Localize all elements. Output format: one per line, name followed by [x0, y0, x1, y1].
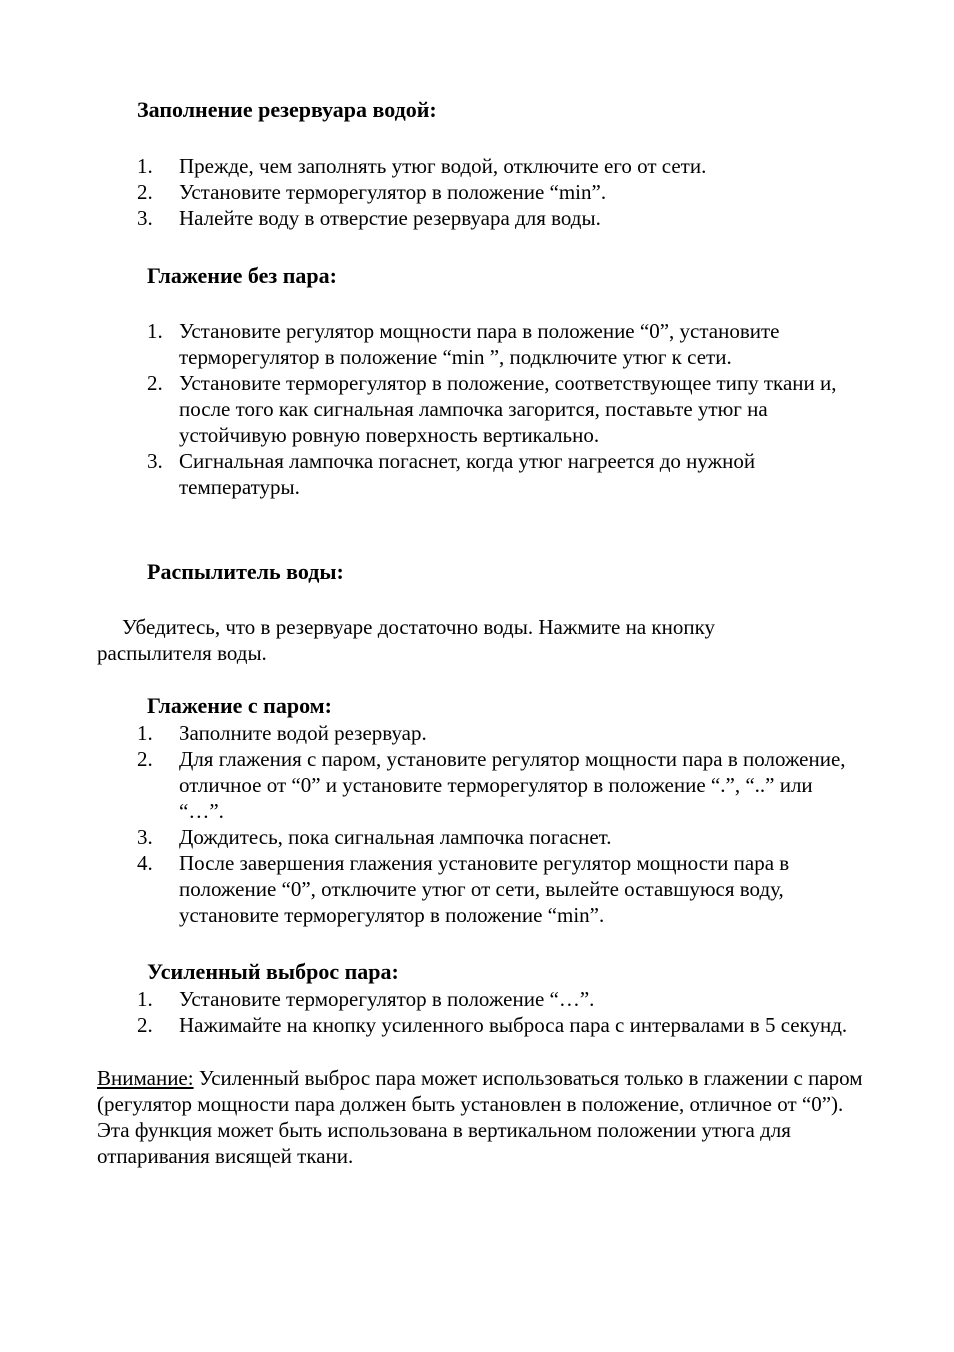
list-item — [137, 746, 857, 824]
steam-ironing-steps-list — [137, 720, 857, 928]
item-number: 2. — [147, 371, 163, 395]
steam-boost-steps-list — [137, 986, 857, 1038]
item-text: Сигнальная лампочка погаснет, когда утюг нагреется до нужной температуры. — [179, 449, 756, 499]
list-item — [137, 153, 857, 179]
item-number: 4. — [137, 851, 153, 875]
warning-label: Внимание: — [97, 1066, 194, 1090]
list-item — [137, 205, 857, 231]
item-number: 2. — [137, 180, 153, 204]
item-text: Установите терморегулятор в положение “min”. — [179, 180, 607, 204]
item-number: 3. — [137, 825, 153, 849]
list-item — [137, 370, 857, 448]
dry-ironing-steps-list — [137, 318, 857, 500]
list-item — [137, 850, 857, 928]
item-number: 3. — [147, 449, 163, 473]
item-text: Установите регулятор мощности пара в положение “0”, установите терморегулятор в положение “min ”, подключите утюг к сети. — [179, 319, 780, 369]
section-title-steam-ironing: Глажение с паром: — [147, 693, 332, 718]
list-item — [137, 318, 857, 370]
item-text: Налейте воду в отверстие резервуара для воды. — [179, 206, 601, 230]
list-item — [137, 824, 857, 850]
item-text: Нажимайте на кнопку усиленного выброса пара с интервалами в 5 секунд. — [179, 1013, 848, 1037]
list-item — [137, 448, 857, 500]
item-text: Заполните водой резервуар. — [179, 721, 427, 745]
item-text: Дождитесь, пока сигнальная лампочка погаснет. — [179, 825, 612, 849]
item-number: 2. — [137, 747, 153, 771]
filling-steps-list — [137, 153, 857, 231]
item-number: 1. — [137, 721, 153, 745]
section-title-steam-boost: Усиленный выброс пара: — [147, 959, 399, 984]
list-item — [137, 720, 857, 746]
list-item — [137, 1012, 857, 1038]
item-number: 1. — [137, 987, 153, 1011]
sprayer-paragraph: Убедитесь, что в резервуаре достаточно воды. Нажмите на кнопку распылителя воды. — [97, 615, 715, 665]
warning-text: Усиленный выброс пара может использоваться только в глажении с паром (регулятор мощности пара должен быть установлен в положение, отличное от “0”). Эта функция может быть использована в вертикальном положении утюга для отпаривания висящей ткани. — [97, 1066, 863, 1168]
list-item — [137, 179, 857, 205]
item-text: Прежде, чем заполнять утюг водой, отключите его от сети. — [179, 154, 707, 178]
item-text: После завершения глажения установите регулятор мощности пара в положение “0”, отключите утюг от сети, вылейте оставшуюся воду, установите терморегулятор в положение “min”. — [179, 851, 790, 927]
section-title-dry-ironing: Глажение без пара: — [147, 263, 337, 288]
item-text: Установите терморегулятор в положение “…”. — [179, 987, 595, 1011]
item-number: 1. — [147, 319, 163, 343]
item-text: Для глажения с паром, установите регулятор мощности пара в положение, отличное от “0” и установите терморегулятор в положение “.”, “..” или “…”. — [179, 747, 846, 823]
item-number: 2. — [137, 1013, 153, 1037]
section-title-water-sprayer: Распылитель воды: — [147, 559, 344, 584]
warning-note — [97, 1065, 867, 1169]
item-number: 3. — [137, 206, 153, 230]
item-text: Установите терморегулятор в положение, соответствующее типу ткани и, после того как сигнальная лампочка загорится, поставьте утюг на устойчивую ровную поверхность вертикально. — [179, 371, 837, 447]
list-item — [137, 986, 857, 1012]
section-title-filling: Заполнение резервуара водой: — [137, 97, 437, 122]
item-number: 1. — [137, 154, 153, 178]
